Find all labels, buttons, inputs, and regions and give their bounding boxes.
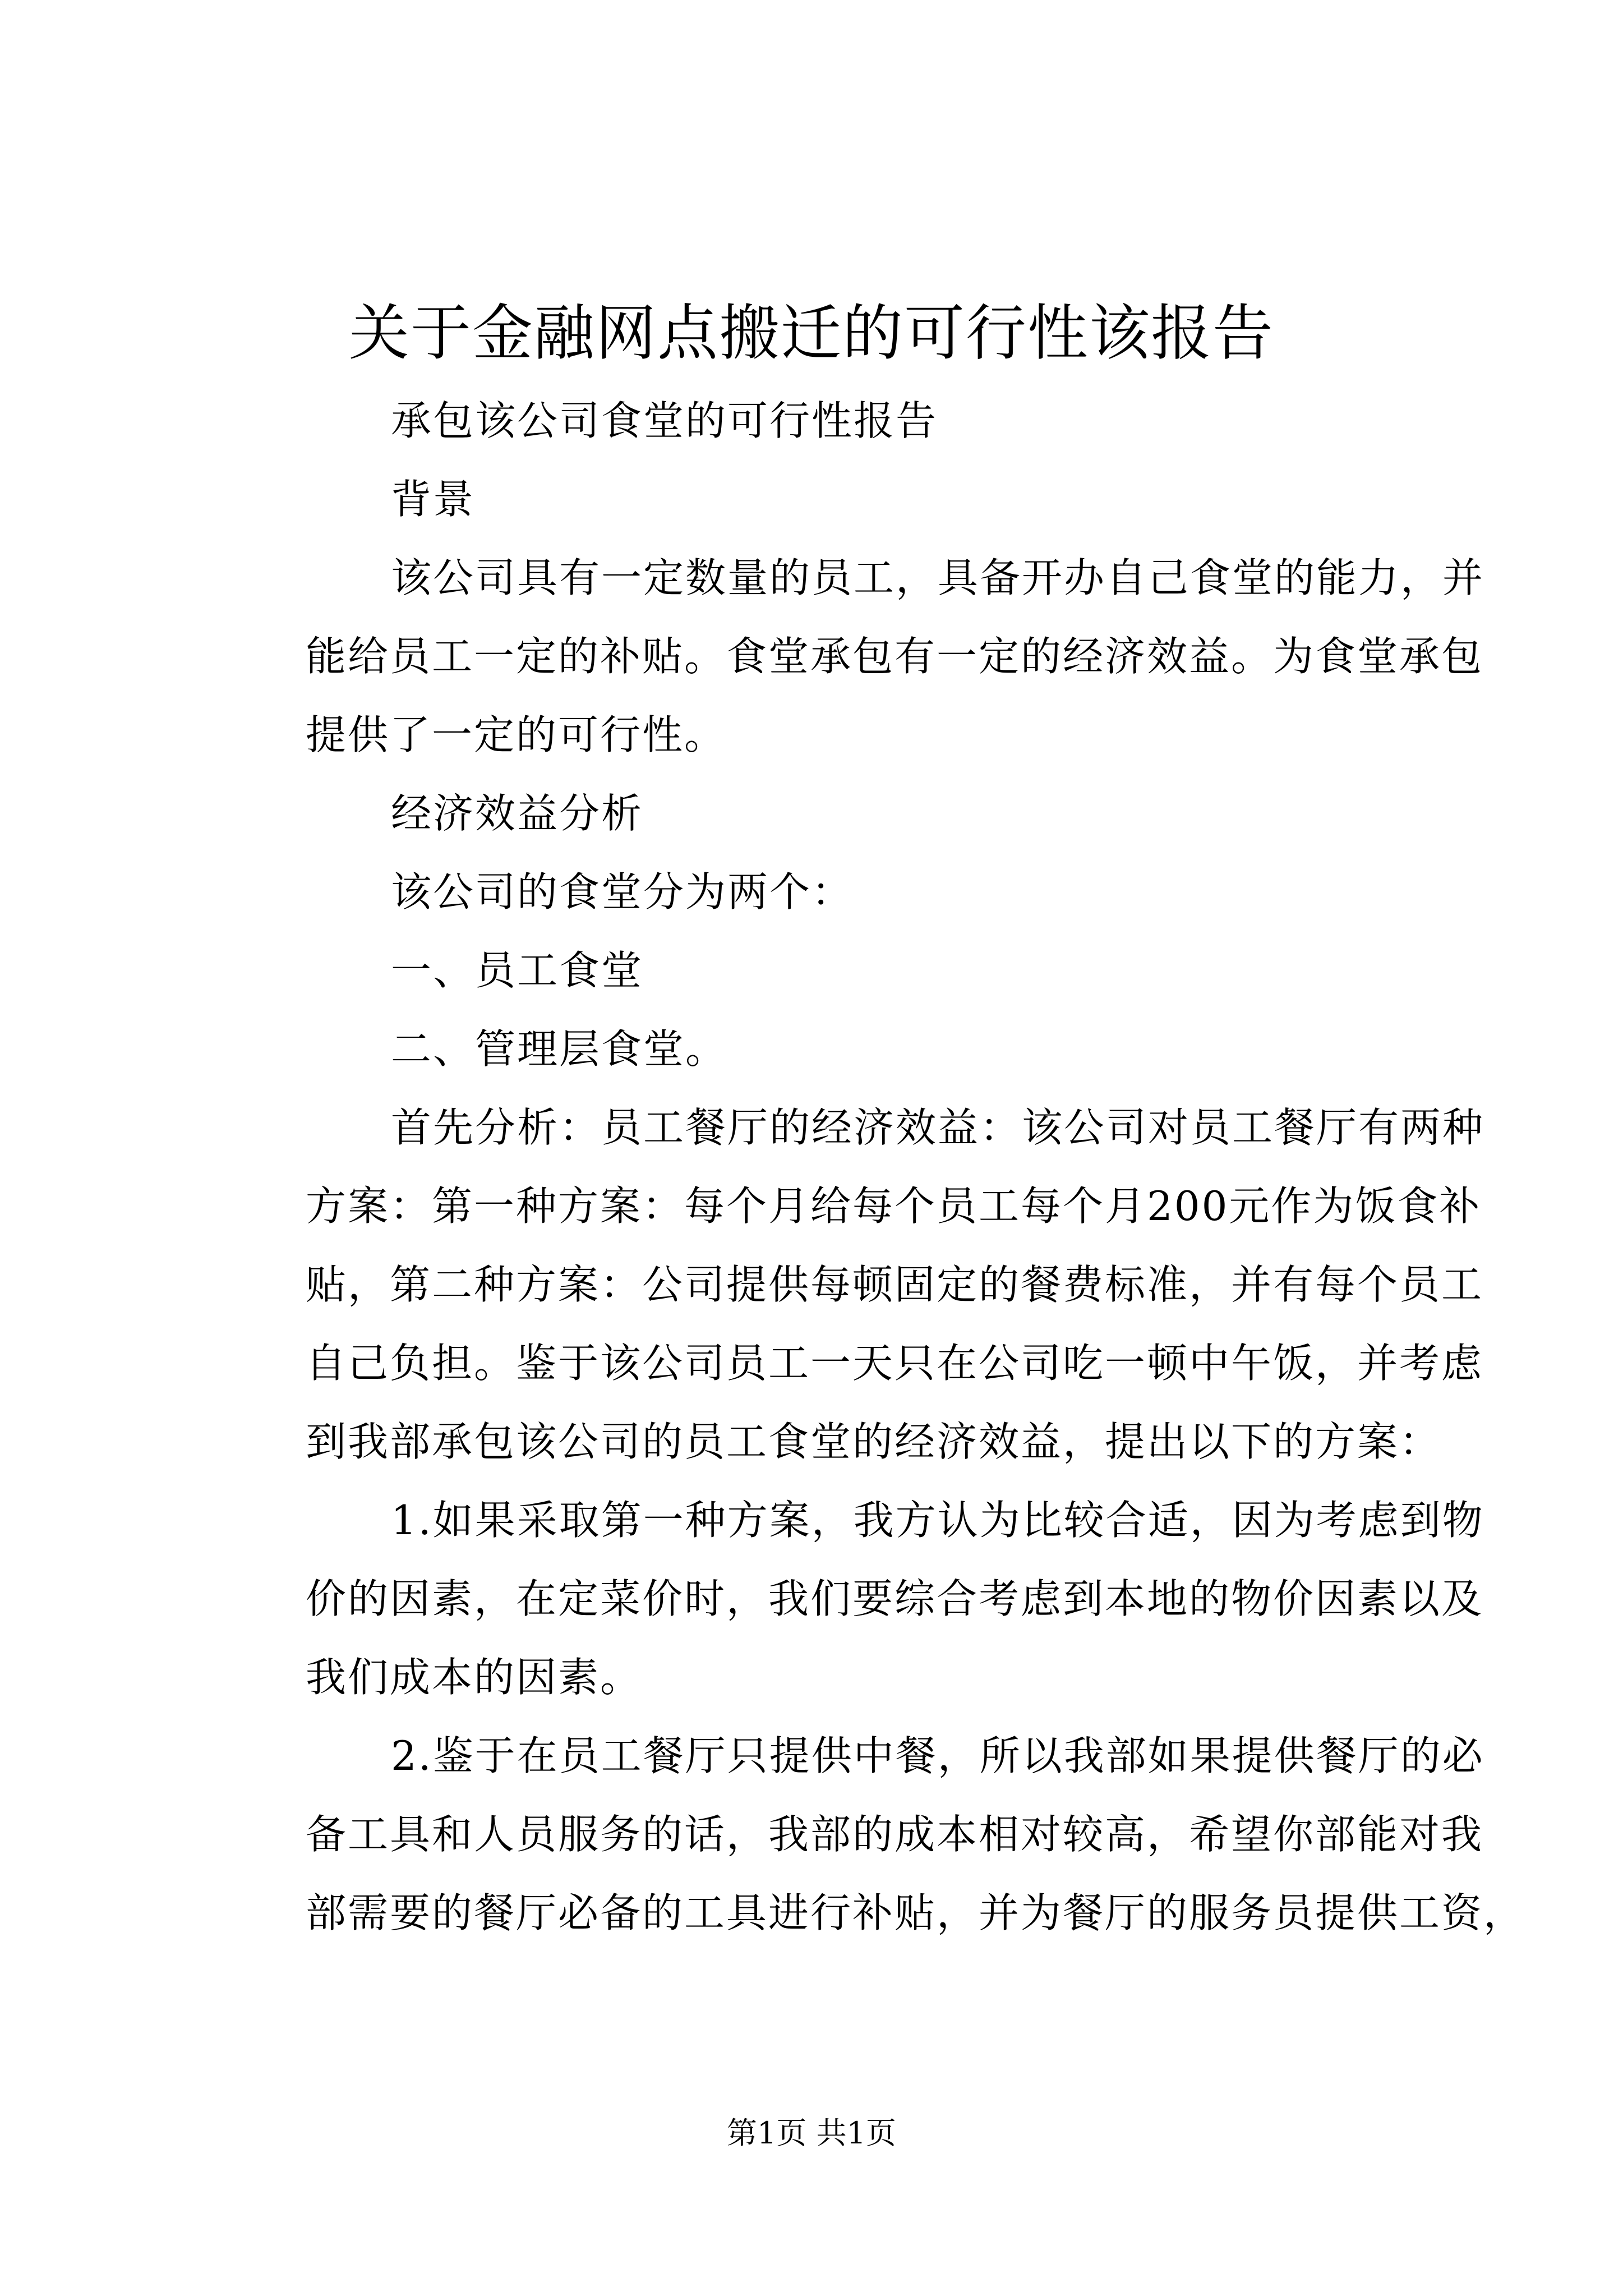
paragraph-line: 部需要的餐厅必备的工具进行补贴，并为餐厅的服务员提供工资， <box>306 1889 1526 1936</box>
paragraph-heading-background <box>220 460 1425 539</box>
paragraph-line: 提供了一定的可行性。 <box>306 711 727 758</box>
paragraph-line: 经济效益分析 <box>391 790 644 837</box>
paragraph-line: 2.鉴于在员工餐厅只提供中餐，所以我部如果提供餐厅的必 <box>391 1732 1484 1779</box>
paragraph-line: 首先分析：员工餐厅的经济效益：该公司对员工餐厅有两种 <box>391 1104 1485 1151</box>
paragraph-line: 1.如果采取第一种方案，我方认为比较合适，因为考虑到物 <box>391 1497 1484 1544</box>
paragraph-line: 背景 <box>391 476 476 523</box>
paragraph-line: 贴，第二种方案：公司提供每顿固定的餐费标准，并有每个员工 <box>306 1261 1484 1308</box>
paragraph-first-analysis <box>220 1088 1485 1481</box>
paragraph-line: 该公司具有一定数量的员工，具备开办自己食堂的能力，并 <box>391 554 1485 601</box>
paragraph-option-2 <box>220 1717 1526 1952</box>
paragraph-line: 能给员工一定的补贴。食堂承包有一定的经济效益。为食堂承包 <box>306 633 1484 680</box>
page-footer: 第1页 共1页 <box>727 2115 896 2151</box>
list-item-staff-canteen <box>220 931 1425 1010</box>
paragraph-line: 我们成本的因素。 <box>306 1654 643 1701</box>
paragraph-option-1 <box>220 1481 1484 1717</box>
paragraph-canteen-intro <box>220 853 1425 931</box>
paragraph-line: 该公司的食堂分为两个： <box>391 868 854 915</box>
document-title: 关于金融网点搬迁的可行性该报告 <box>348 298 1274 369</box>
paragraph-subtitle <box>220 381 1425 460</box>
paragraph-line: 价的因素，在定菜价时，我们要综合考虑到本地的物价因素以及 <box>306 1575 1484 1622</box>
paragraph-line: 到我部承包该公司的员工食堂的经济效益，提出以下的方案： <box>306 1418 1442 1465</box>
paragraph-background <box>220 539 1485 774</box>
list-item-management-canteen <box>220 1010 1425 1088</box>
paragraph-line: 备工具和人员服务的话，我部的成本相对较高，希望你部能对我 <box>306 1811 1484 1858</box>
document-body <box>220 381 1526 1952</box>
paragraph-line: 承包该公司食堂的可行性报告 <box>391 397 938 444</box>
paragraph-line: 一、员工食堂 <box>391 947 644 994</box>
paragraph-line: 二、管理层食堂。 <box>391 1025 728 1073</box>
paragraph-line: 方案：第一种方案：每个月给每个员工每个月200元作为饭食补 <box>306 1182 1482 1230</box>
paragraph-heading-analysis <box>220 774 1425 853</box>
paragraph-line: 自己负担。鉴于该公司员工一天只在公司吃一顿中午饭，并考虑 <box>306 1340 1484 1387</box>
